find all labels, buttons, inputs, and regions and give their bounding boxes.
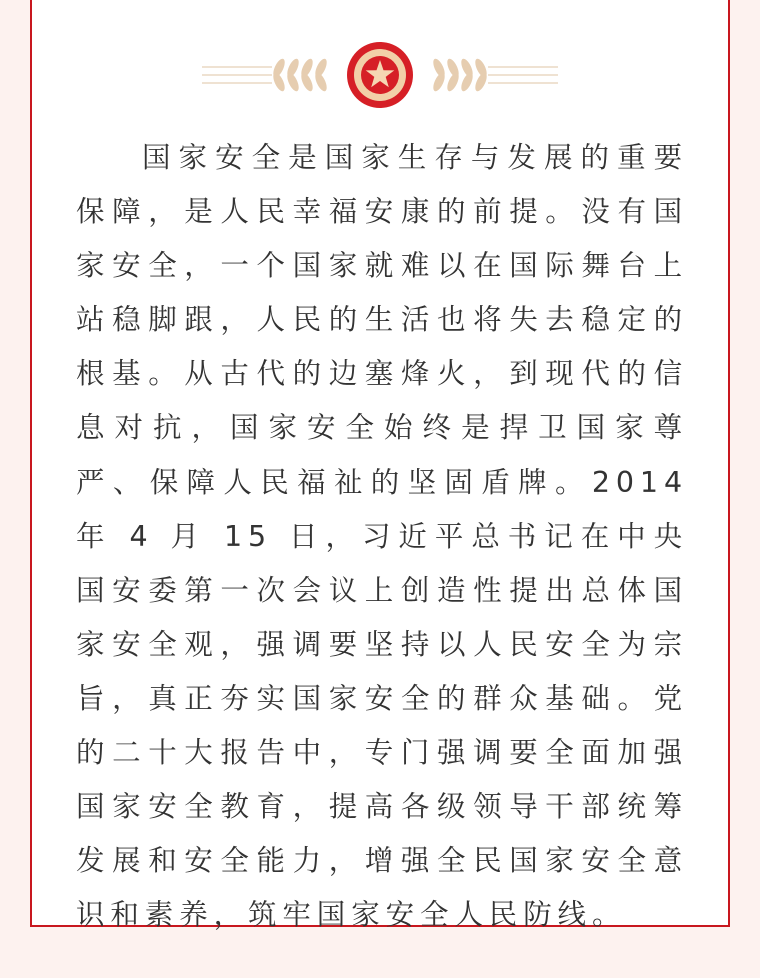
left-divider-lines [202,67,272,83]
ornament-graphic [32,38,728,114]
right-divider-lines [488,67,558,83]
article-card [30,0,730,932]
right-wheat-icon [431,57,489,93]
header-ornament [32,38,728,114]
article-paragraph: 国家安全是国家生存与发展的重要保障，是人民幸福安康的前提。没有国家安全，一个国家就难以在国际舞台上站稳脚跟，人民的生活也将失去稳定的根基。从古代的边塞烽火，到现代的信息对抗，国家安全始终是捍卫国家尊严、保障人民福祉的坚固盾牌。2014 年 4 月 15 日，习近平总书记在中央国安委第一次会议上创造性提出总体国家安全观，强调要坚持以人民安全为宗旨，真正夯实国家安全的群众基础。党的二十大报告中，专门强调要全面加强国家安全教育，提高各级领导干部统筹发展和安全能力，增强全民国家安全意识和素养，筑牢国家安全人民防线。 [76,141,688,932]
red-star-emblem-icon [347,42,413,108]
left-wheat-icon [271,57,329,93]
